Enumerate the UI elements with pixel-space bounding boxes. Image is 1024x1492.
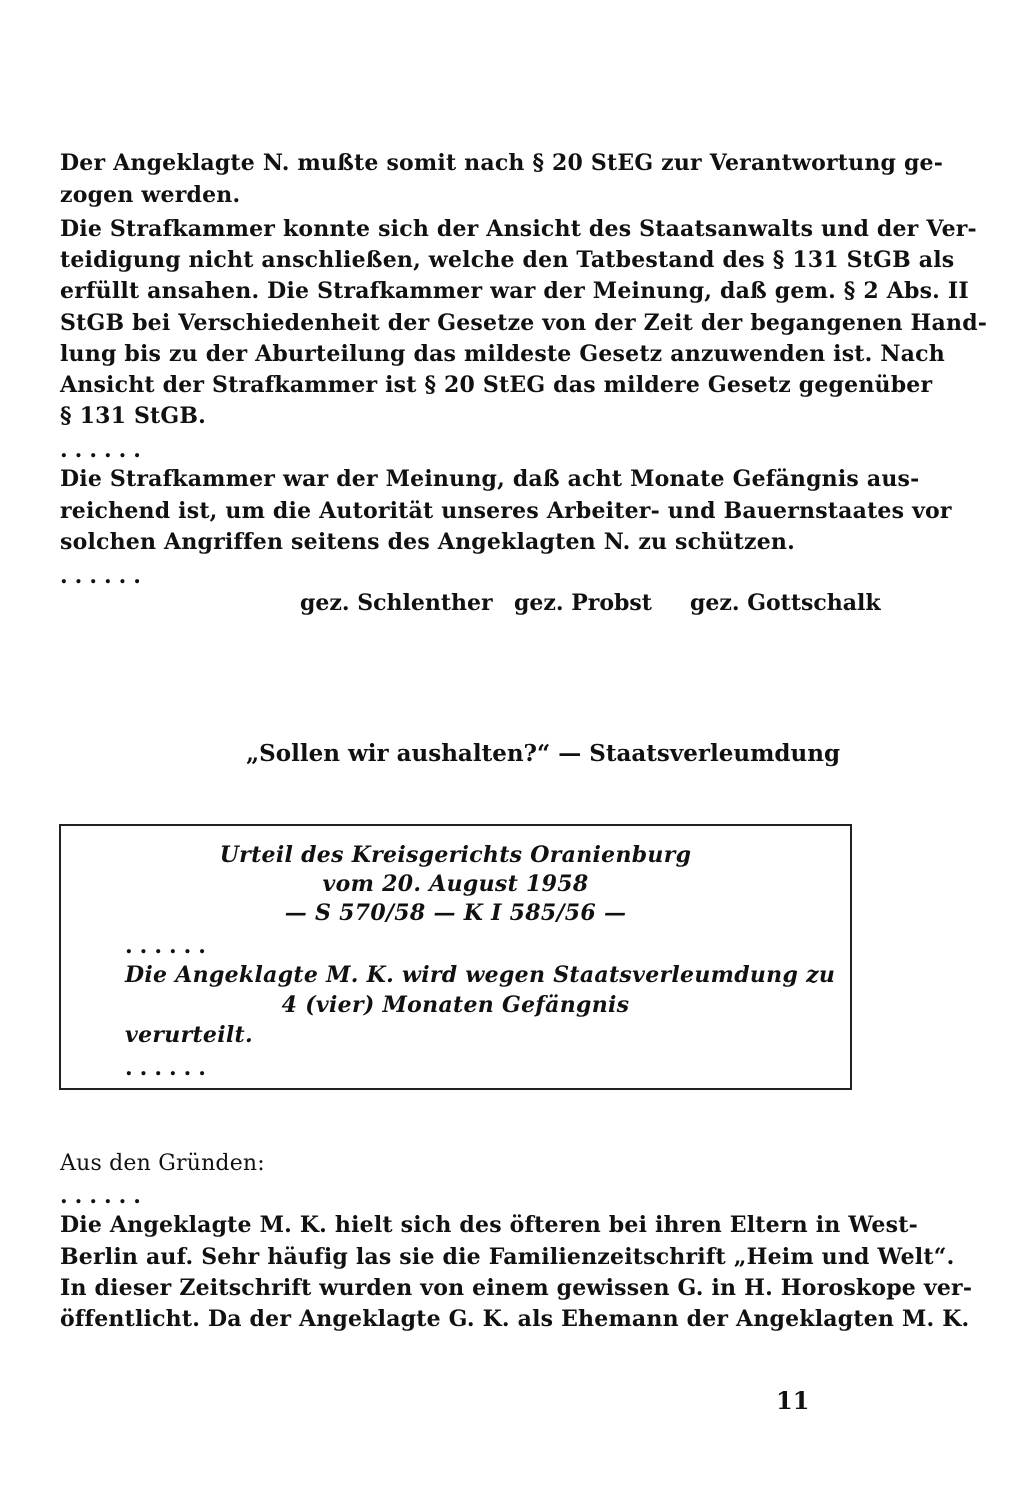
paragraph-line: zogen werden. bbox=[60, 182, 241, 208]
paragraph-line: Die Strafkammer war der Meinung, daß acht Monate Gefängnis aus- bbox=[60, 466, 920, 492]
paragraph-line: reichend ist, um die Autorität unseres Arbeiter- und Bauernstaates vor bbox=[60, 498, 952, 524]
signatures bbox=[300, 588, 881, 618]
paragraph-line: teidigung nicht anschließen, welche den Tatbestand des § 131 StGB als bbox=[60, 247, 955, 273]
verdict-case-number: — S 570/58 — K I 585/56 — bbox=[284, 900, 627, 926]
ellipsis: ...... bbox=[125, 1055, 213, 1081]
paragraph-line: solchen Angriffen seitens des Angeklagten N. zu schützen. bbox=[60, 529, 795, 555]
grounds-intro: Aus den Gründen: bbox=[60, 1151, 265, 1176]
page-number: 11 bbox=[776, 1386, 810, 1415]
paragraph-line: lung bis zu der Aburteilung das mildeste Gesetz anzuwenden ist. Nach bbox=[60, 341, 945, 367]
paragraph-line: Ansicht der Strafkammer ist § 20 StEG das mildere Gesetz gegenüber bbox=[60, 372, 933, 398]
paragraph-line: StGB bei Verschiedenheit der Gesetze von der Zeit der begangenen Hand- bbox=[60, 310, 988, 336]
paragraph-line: Berlin auf. Sehr häufig las sie die Familienzeitschrift „Heim und Welt“. bbox=[60, 1244, 955, 1270]
signature-schlenther: gez. Schlenther bbox=[300, 590, 493, 616]
ellipsis: ...... bbox=[60, 563, 148, 589]
verdict-sentence: Die Angeklagte M. K. wird wegen Staatsverleumdung zu bbox=[125, 962, 836, 988]
signature-probst: gez. Probst bbox=[514, 590, 652, 616]
ellipsis: ...... bbox=[60, 1183, 148, 1209]
paragraph-line: erfüllt ansahen. Die Strafkammer war der Meinung, daß gem. § 2 Abs. II bbox=[60, 278, 969, 304]
verdict-sentence: 4 (vier) Monaten Gefängnis bbox=[281, 992, 630, 1018]
verdict-date: vom 20. August 1958 bbox=[322, 871, 589, 897]
ellipsis: ...... bbox=[125, 933, 213, 959]
paragraph-line: In dieser Zeitschrift wurden von einem gewissen G. in H. Horoskope ver- bbox=[60, 1275, 973, 1301]
paragraph-line: Die Angeklagte M. K. hielt sich des öfteren bei ihren Eltern in West- bbox=[60, 1212, 918, 1238]
verdict-sentence: verurteilt. bbox=[125, 1022, 253, 1048]
signature-gottschalk: gez. Gottschalk bbox=[690, 590, 881, 616]
ellipsis: ...... bbox=[60, 437, 148, 463]
paragraph-line: § 131 StGB. bbox=[60, 403, 207, 429]
section-heading: „Sollen wir aushalten?“ — Staatsverleumdung bbox=[245, 740, 841, 767]
verdict-box bbox=[59, 824, 852, 1090]
verdict-court: Urteil des Kreisgerichts Oranienburg bbox=[219, 842, 692, 868]
paragraph-line: öffentlicht. Da der Angeklagte G. K. als Ehemann der Angeklagten M. K. bbox=[60, 1306, 970, 1332]
paragraph-line: Der Angeklagte N. mußte somit nach § 20 StEG zur Verantwortung ge- bbox=[60, 150, 944, 176]
paragraph-line: Die Strafkammer konnte sich der Ansicht des Staatsanwalts und der Ver- bbox=[60, 216, 977, 242]
